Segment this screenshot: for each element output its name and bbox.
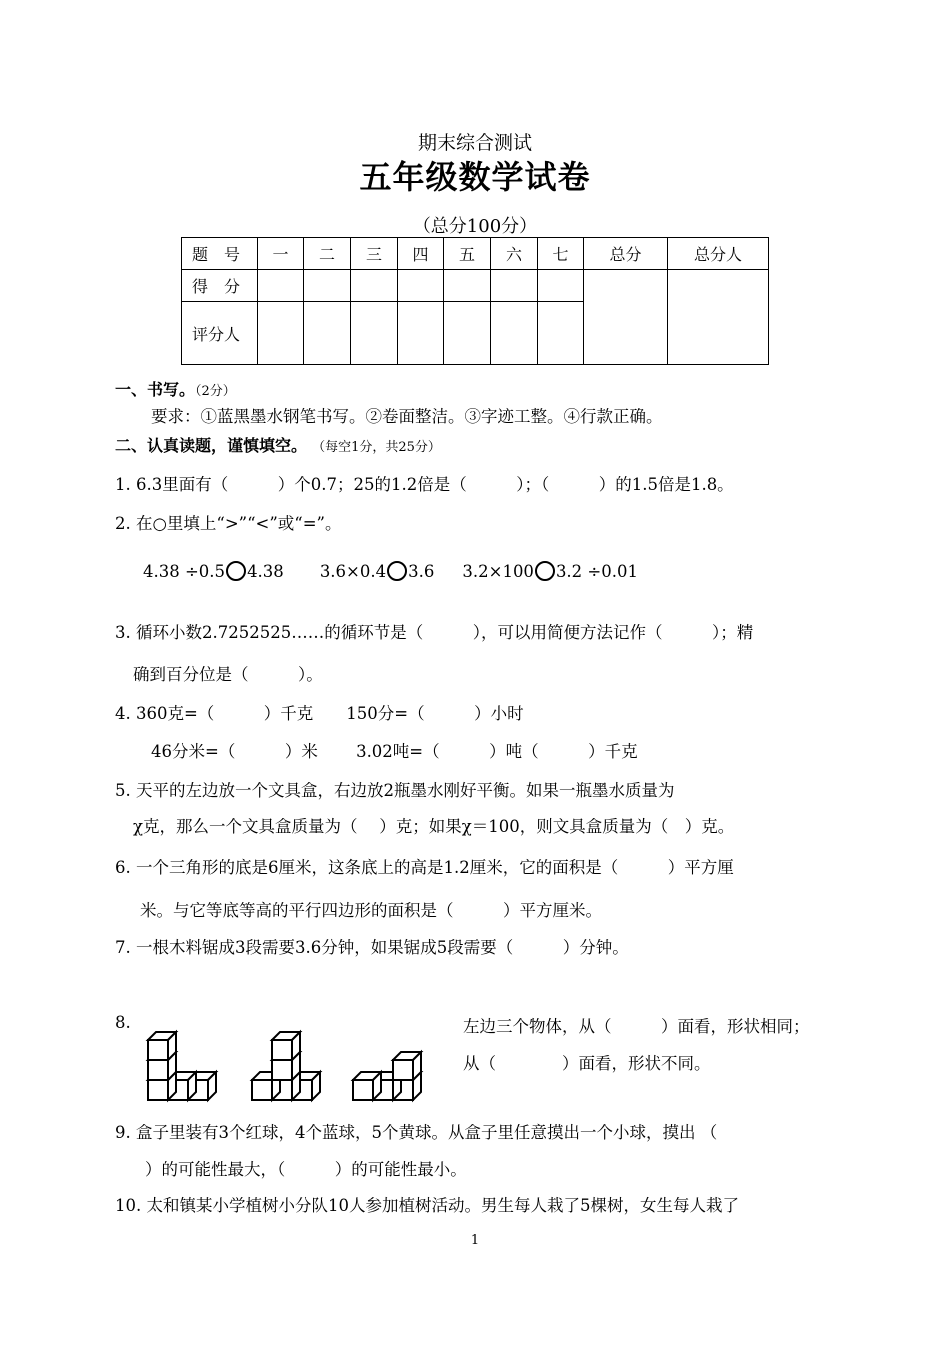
cube-figure-3 [353, 1052, 421, 1100]
table-header-cell: 五 [444, 238, 491, 270]
total-score: （总分100分） [412, 216, 538, 237]
question-10-line1: 10. 太和镇某小学植树小分队10人参加植树活动。男生每人栽了5棵树，女生每人栽了 [115, 1196, 739, 1215]
question-2-items [143, 561, 638, 581]
total-grader-cell[interactable] [668, 270, 769, 365]
section1-requirement: 要求：①蓝黑墨水钢笔书写。②卷面整洁。③字迹工整。④行款正确。 [151, 407, 663, 426]
score-table-header-row [182, 238, 769, 270]
compare-circle[interactable] [387, 561, 407, 581]
table-header-cell: 三 [351, 238, 398, 270]
score-cell[interactable] [538, 270, 584, 302]
compare-circle[interactable] [535, 561, 555, 581]
grader-cell[interactable] [398, 302, 444, 365]
grader-row-label: 评分人 [182, 302, 258, 365]
grader-cell[interactable] [538, 302, 584, 365]
question-5-line1: 5. 天平的左边放一个文具盒，右边放2瓶墨水刚好平衡。如果一瓶墨水质量为 [115, 781, 675, 800]
cube-figures [140, 1024, 440, 1108]
score-cell[interactable] [491, 270, 538, 302]
compare-b-right: 3.6 [408, 562, 435, 581]
score-row [182, 270, 769, 302]
question-6-line1: 6. 一个三角形的底是6厘米，这条底上的高是1.2厘米，它的面积是（ ）平方厘 [115, 858, 734, 877]
compare-c-right: 3.2 ÷0.01 [555, 562, 638, 581]
table-header-cell: 二 [304, 238, 351, 270]
question-2: 2. 在○里填上“>”“<”或“=”。 [115, 514, 342, 533]
grader-cell[interactable] [444, 302, 491, 365]
score-cell[interactable] [351, 270, 398, 302]
section1-points: （2分） [195, 384, 236, 399]
question-5-line2: χ克，那么一个文具盒质量为（ ）克；如果χ＝100，则文具盒质量为（ ）克。 [133, 817, 735, 836]
table-header-cell: 一 [258, 238, 304, 270]
exam-subtitle: 期末综合测试 [417, 132, 532, 154]
score-cell[interactable] [398, 270, 444, 302]
question-8-number: 8. [115, 1013, 131, 1032]
grader-cell[interactable] [491, 302, 538, 365]
exam-title: 五年级数学试卷 [359, 158, 591, 196]
section2-title: 二、认真读题，谨慎填空。 [115, 436, 308, 455]
total-score-cell[interactable] [584, 270, 668, 365]
question-3-line1: 3. 循环小数2.7252525……的循环节是（ ），可以用简便方法记作（ ）；精 [115, 623, 754, 642]
compare-c-left: 3.2×100 [462, 562, 534, 581]
question-3-line2: 确到百分位是（ ）。 [133, 665, 323, 684]
table-header-cell: 题 号 [182, 238, 258, 270]
question-7: 7. 一根木料锯成3段需要3.6分钟，如果锯成5段需要（ ）分钟。 [115, 938, 629, 957]
compare-a-left: 4.38 ÷0.5 [143, 562, 226, 581]
section1-heading [115, 377, 236, 400]
question-1: 1. 6.3里面有（ ）个0.7；25的1.2倍是（ ）；（ ）的1.5倍是1.8。 [115, 475, 734, 494]
grader-cell[interactable] [351, 302, 398, 365]
score-table [181, 237, 769, 365]
score-cell[interactable] [444, 270, 491, 302]
question-6-line2: 米。与它等底等高的平行四边形的面积是（ ）平方厘米。 [140, 901, 602, 920]
section2-points: （每空1分，共25分） [312, 440, 441, 455]
question-4-line2: 46分米=（ ）米 3.02吨=（ ）吨（ ）千克 [151, 742, 638, 761]
question-8-line1: 左边三个物体，从（ ）面看，形状相同； [463, 1017, 810, 1036]
question-8-line2: 从（ ）面看，形状不同。 [463, 1054, 711, 1073]
grader-cell[interactable] [258, 302, 304, 365]
compare-b-left: 3.6×0.4 [319, 562, 387, 581]
section2-heading [115, 433, 441, 456]
question-9-line1: 9. 盒子里装有3个红球，4个蓝球，5个黄球。从盒子里任意摸出一个小球，摸出 （ [115, 1123, 718, 1142]
table-header-cell: 总分人 [668, 238, 769, 270]
table-header-cell: 四 [398, 238, 444, 270]
page-number: 1 [470, 1233, 480, 1248]
compare-a-right: 4.38 [247, 562, 284, 581]
grader-cell[interactable] [304, 302, 351, 365]
compare-circle[interactable] [226, 561, 246, 581]
cube-figure-1 [148, 1032, 216, 1100]
score-row-label: 得 分 [182, 270, 258, 302]
cube-figure-2 [252, 1032, 320, 1100]
score-cell[interactable] [258, 270, 304, 302]
question-4-line1: 4. 360克=（ ）千克 150分=（ ）小时 [115, 704, 524, 723]
table-header-cell: 总分 [584, 238, 668, 270]
section1-title: 一、书写。 [115, 380, 196, 399]
score-cell[interactable] [304, 270, 351, 302]
question-9-line2: ）的可能性最大，（ ）的可能性最小。 [145, 1160, 467, 1179]
table-header-cell: 六 [491, 238, 538, 270]
table-header-cell: 七 [538, 238, 584, 270]
